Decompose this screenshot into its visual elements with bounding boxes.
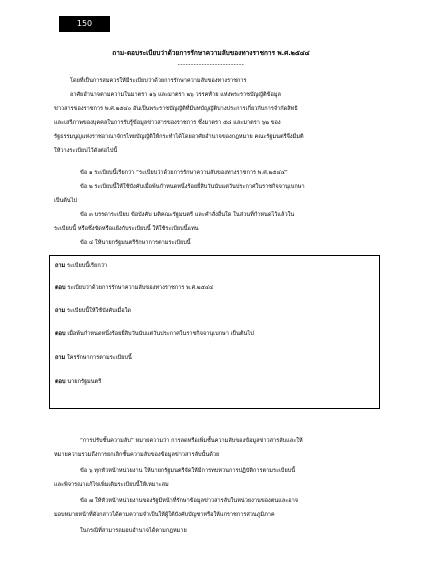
qa-item	[55, 378, 101, 386]
body-line: ข้อ ๖ ทุกหัวหน้าหน่วยงาน ให้นายกรัฐมนตรีจัดให้มีการทบทวนการปฏิบัติการตามระเบียบนี้	[80, 468, 296, 474]
qa-text: ระเบียบนี้เรียกว่า	[67, 263, 107, 269]
article-line: ข้อ ๒ ระเบียบนี้ให้ใช้บังคับเมื่อพ้นกำหนดหนึ่งร้อยยี่สิบวันนับแต่วันประกาศในราชกิจจานุเบกษา	[80, 184, 305, 190]
qa-item	[55, 354, 132, 362]
qa-item	[55, 284, 213, 292]
qa-text: ระเบียบนี้ให้ใช้บังคับเมื่อใด	[67, 308, 131, 314]
question-label: ถาม	[55, 355, 66, 361]
article-line: ระเบียบนี้ หรือซึ่งขัดหรือแย้งกับระเบียบนี้ ให้ใช้ระเบียบนี้แทน	[54, 226, 199, 232]
answer-label: ตอบ	[55, 379, 66, 385]
question-label: ถาม	[55, 308, 66, 314]
article-line: ข้อ ๓ บรรดาระเบียบ ข้อบังคับ มติคณะรัฐมนตรี และคำสั่งอื่นใด ในส่วนที่กำหนดไว้แล้วใน	[80, 212, 295, 218]
separator-line: -------------------------	[177, 61, 245, 68]
preamble-line: รัฐธรรมนูญแห่งราชอาณาจักรไทยบัญญัติให้กระทำได้โดยอาศัยอำนาจของกฎหมาย คณะรัฐมนตรีจึงมีมติ	[54, 134, 304, 140]
preamble-line: โดยที่เป็นการสมควรให้มีระเบียบว่าด้วยการรักษาความลับของทางราชการ	[70, 78, 247, 84]
body-line: ในกรณีที่สามารถมอบอำนาจได้ตามกฎหมาย	[80, 528, 187, 534]
qa-text: ใครรักษาการตามระเบียบนี้	[67, 355, 132, 361]
body-line: ข้อ ๗ ให้หัวหน้าหน่วยงานของรัฐมีหน้าที่รักษาข้อมูลข่าวสารลับในหน่วยงานของตนและอาจ	[80, 498, 299, 504]
answer-label: ตอบ	[55, 331, 66, 337]
body-line: “การปรับชั้นความลับ” หมายความว่า การลดหรือเพิ่มชั้นความลับของข้อมูลข่าวสารลับและให้	[80, 438, 303, 444]
preamble-line: อาศัยอำนาจตามความในมาตรา ๑๖ และมาตรา ๒๖ วรรคท้าย แห่งพระราชบัญญัติข้อมูล	[70, 92, 281, 98]
qa-text: นายกรัฐมนตรี	[67, 379, 102, 385]
qa-item	[55, 262, 107, 270]
question-label: ถาม	[55, 263, 66, 269]
body-line: และพิจารณาแก้ไขเพิ่มเติมระเบียบนี้ให้เหมาะสม	[54, 482, 169, 488]
qa-item	[55, 307, 131, 315]
page-number: 150	[59, 16, 110, 32]
preamble-line: ให้วางระเบียบไว้ดังต่อไปนี้	[54, 148, 118, 154]
article-line: เป็นต้นไป	[54, 198, 78, 204]
qa-text: เมื่อพ้นกำหนดหนึ่งร้อยยี่สิบวันนับแต่วันประกาศในราชกิจจานุเบกษา เป็นต้นไป	[67, 331, 254, 337]
qa-item	[55, 330, 254, 338]
qa-text: ระเบียบว่าด้วยการรักษาความลับของทางราชการ พ.ศ.๒๕๔๔	[67, 285, 214, 291]
article-line: ข้อ ๔ ให้นายกรัฐมนตรีรักษาการตามระเบียบนี้	[80, 240, 191, 246]
preamble-line: ข่าวสารของราชการ พ.ศ.๒๕๔๐ อันเป็นพระราชบัญญัติที่มีบทบัญญัติบางประการเกี่ยวกับการจำกัดสิทธิ	[54, 106, 298, 112]
article-line: ข้อ ๑ ระเบียบนี้เรียกว่า “ระเบียบว่าด้วยการรักษาความลับของทางราชการ พ.ศ.๒๕๔๔”	[80, 170, 288, 176]
answer-label: ตอบ	[55, 285, 66, 291]
page-title: ถาม-ตอบระเบียบว่าด้วยการรักษาความลับของทางราชการ พ.ศ.๒๕๔๔	[112, 49, 310, 57]
body-line: หมายความรวมถึงการยกเลิกชั้นความลับของข้อมูลข่าวสารลับนั้นด้วย	[54, 452, 220, 458]
qa-box	[49, 255, 380, 409]
body-line: มอบหมายหน้าที่ดังกล่าวได้ตามความจำเป็นให้ผู้ใต้บังคับบัญชาหรือให้แก่ราชการส่วนภูมิภาค	[54, 512, 275, 518]
preamble-line: และเสรีภาพของบุคคลในการรับรู้ข้อมูลข่าวสารของราชการ ซึ่งมาตรา ๕๘ และมาตรา ๖๒ ของ	[54, 120, 281, 126]
